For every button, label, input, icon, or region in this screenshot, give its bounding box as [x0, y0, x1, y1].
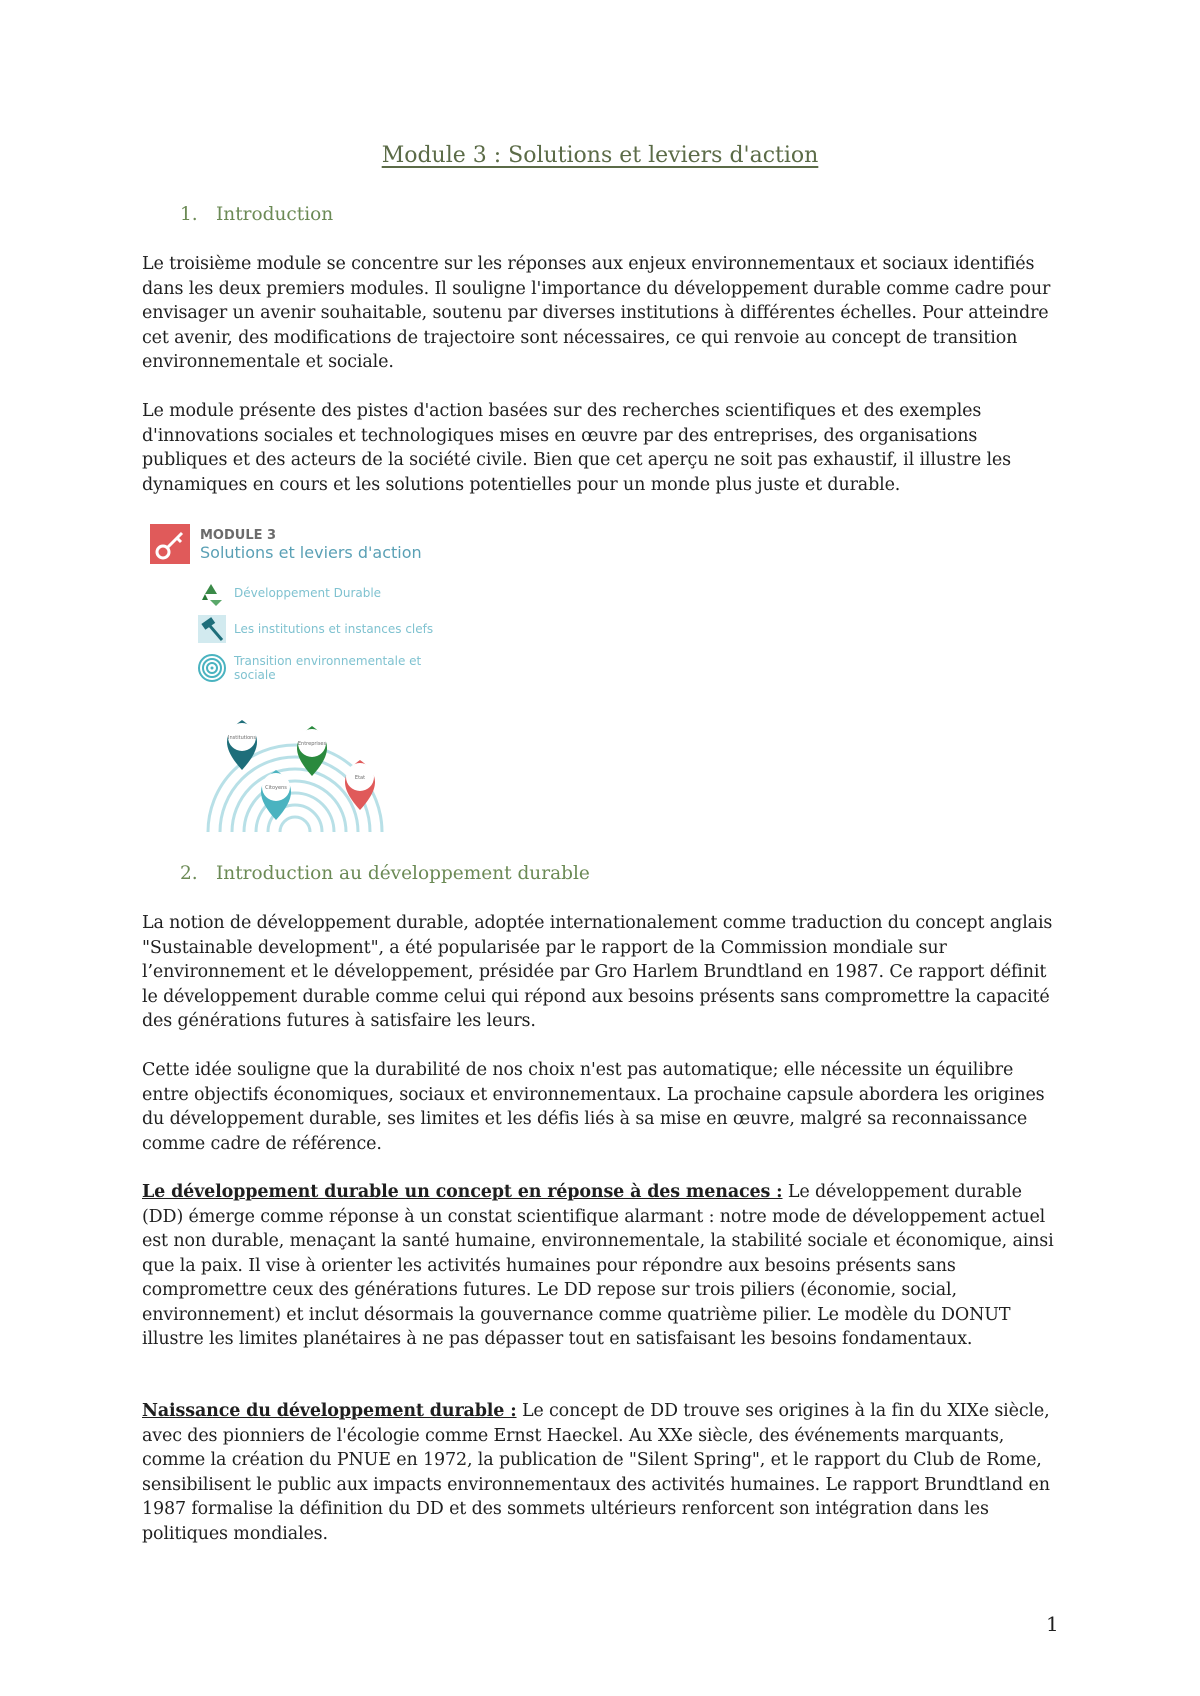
- pin-label: Etat: [354, 775, 366, 781]
- section-number: 1.: [180, 204, 198, 225]
- section-number: 2.: [180, 863, 198, 884]
- module-subtitle: Solutions et leviers d'action: [200, 543, 422, 562]
- figure-item-label: Transition environnementale et: [234, 654, 422, 668]
- fingerprint-icon: [199, 655, 225, 681]
- figure-item-label: sociale: [234, 668, 276, 682]
- section-heading-developpement-durable: [180, 863, 590, 884]
- paragraph-dd-naissance: [142, 1399, 1062, 1546]
- paragraph-heading: Le développement durable un concept en réponse à des menaces :: [142, 1182, 783, 1202]
- paragraph-dd-menaces: [142, 1180, 1062, 1352]
- paragraph-dd-1: La notion de développement durable, adoptée internationalement comme traduction du concept anglais "Sustainable development", a été popularisée par le rapport de la Commission mondiale sur l’environnement et le développement, présidée par Gro Harlem Brundtland en 1987. Ce rapport définit le développement durable comme celui qui répond aux besoins présents sans compromettre la capacité des générations futures à satisfaire les leurs.: [142, 913, 1053, 1031]
- paragraph-intro-1: Le troisième module se concentre sur les réponses aux enjeux environnementaux et sociaux identifiés dans les deux premiers modules. Il souligne l'importance du développement durable comme cadre pour envisager un avenir souhaitable, soutenu par diverses institutions à différentes échelles. Pour atteindre cet avenir, des modifications de trajectoire sont nécessaires, ce qui renvoie au concept de transition environnementale et sociale.: [142, 254, 1051, 372]
- figure-item-label: Les institutions et instances clefs: [234, 622, 434, 636]
- pin-label: Citoyens: [265, 785, 287, 791]
- paragraph-heading: Naissance du développement durable :: [142, 1401, 517, 1421]
- pin-label: Institutions: [228, 735, 256, 741]
- section-title: Introduction au développement durable: [216, 863, 590, 884]
- recycle-icon: [198, 578, 226, 606]
- module-illustration: [150, 520, 450, 835]
- figure-item-label: Développement Durable: [234, 586, 382, 600]
- module-label: MODULE 3: [200, 528, 277, 543]
- pin-institutions: [227, 720, 257, 770]
- gavel-icon: [198, 615, 226, 643]
- key-icon: [150, 524, 190, 564]
- pin-label: Entreprises: [297, 741, 327, 747]
- section-heading-introduction: [180, 204, 333, 225]
- paragraph-intro-2: Le module présente des pistes d'action basées sur des recherches scientifiques et des exemples d'innovations sociales et technologiques mises en œuvre par des entreprises, des organisations publiques et des acteurs de la société civile. Bien que cet aperçu ne soit pas exhaustif, il illustre les dynamiques en cours et les solutions potentielles pour un monde plus juste et durable.: [142, 401, 1011, 495]
- page-number: 1: [1046, 1612, 1059, 1636]
- paragraph-body: Le développement durable (DD) émerge comme réponse à un constat scientifique alarmant : notre mode de développement actuel est non durable, menaçant la santé humaine, environnementale, la stabilité sociale et économique, ainsi que la paix. Il vise à orienter les activités humaines pour répondre aux besoins présents sans compromettre ceux des générations futures. Le DD repose sur trois piliers (économie, social, environnement) et inclut désormais la gouvernance comme quatrième pilier. Le modèle du DONUT illustre les limites planétaires à ne pas dépasser tout en satisfaisant les besoins fondamentaux.: [142, 1182, 1054, 1349]
- page-title: Module 3 : Solutions et leviers d'action: [381, 143, 819, 168]
- paragraph-dd-2: Cette idée souligne que la durabilité de nos choix n'est pas automatique; elle nécessite un équilibre entre objectifs économiques, sociaux et environnementaux. La prochaine capsule abordera les origines du développement durable, ses limites et les défis liés à sa mise en œuvre, malgré sa reconnaissance comme cadre de référence.: [142, 1060, 1045, 1154]
- section-title: Introduction: [216, 204, 334, 225]
- paragraph-body: Le concept de DD trouve ses origines à la fin du XIXe siècle, avec des pionniers de l'écologie comme Ernst Haeckel. Au XXe siècle, des événements marquants, comme la création du PNUE en 1972, la publication de "Silent Spring", et le rapport du Club de Rome, sensibilisent le public aux impacts environnementaux des activités humaines. Le rapport Brundtland en 1987 formalise la définition du DD et des sommets ultérieurs renforcent son intégration dans les politiques mondiales.: [142, 1401, 1050, 1544]
